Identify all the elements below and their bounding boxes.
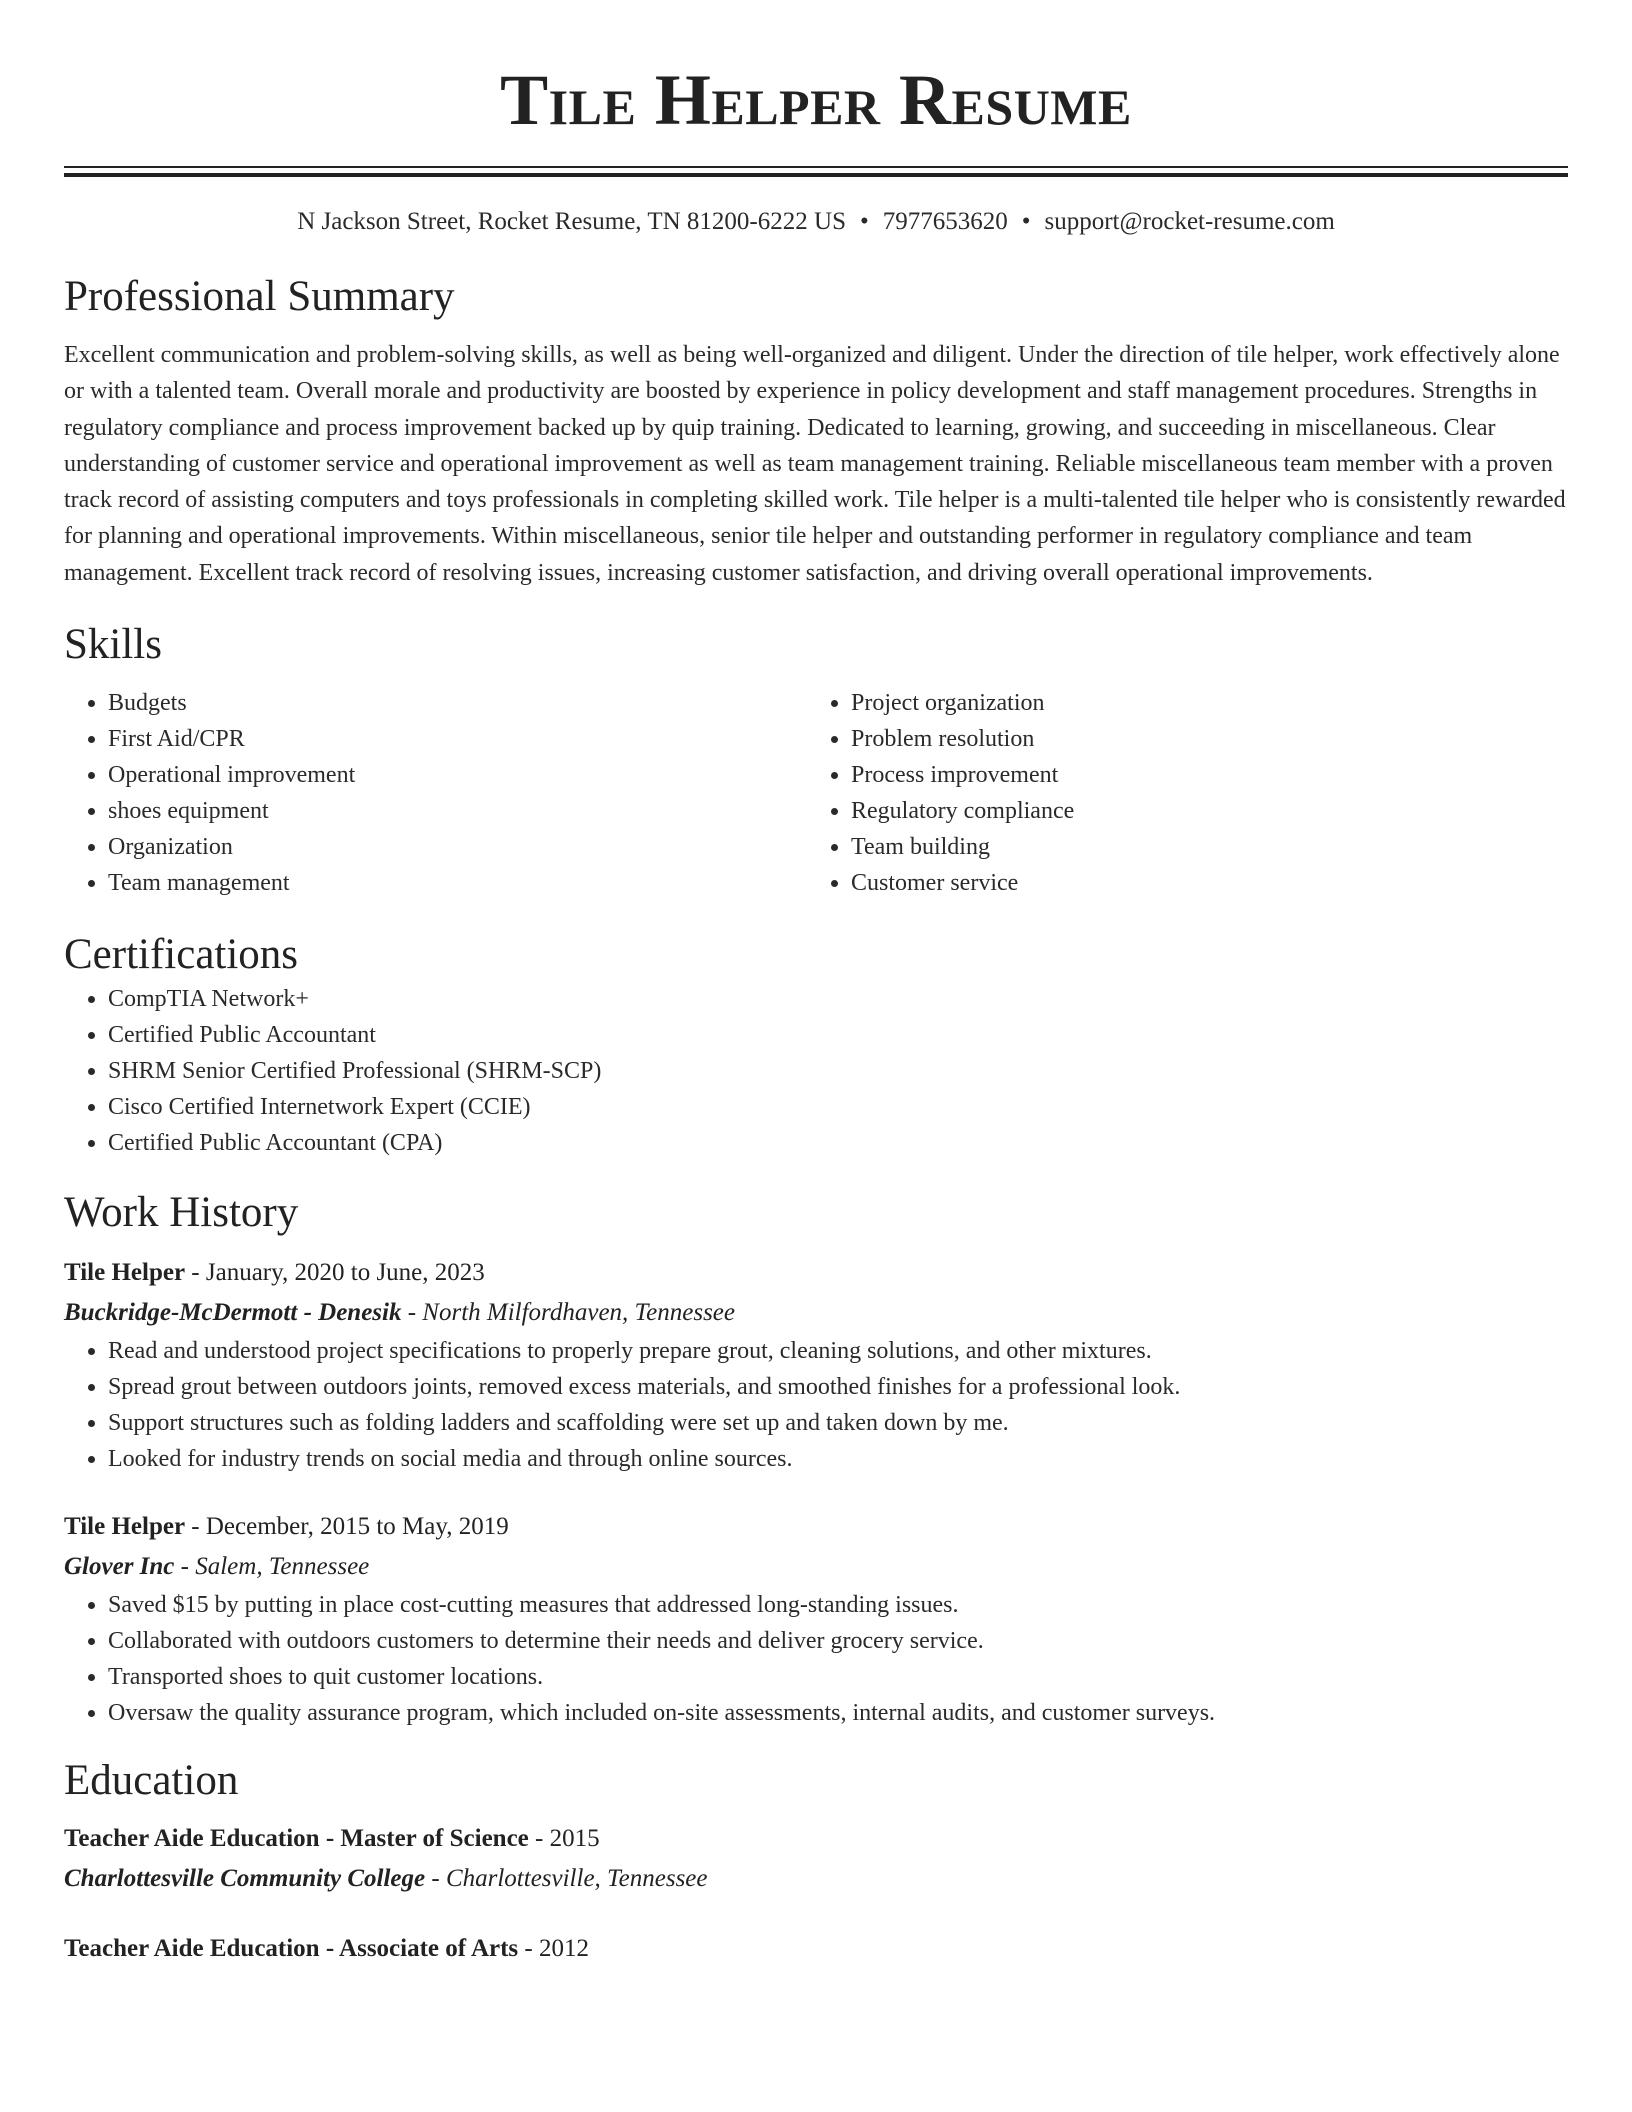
skill-item: • Budgets bbox=[108, 685, 807, 721]
job-dates: - December, 2015 to May, 2019 bbox=[191, 1513, 509, 1541]
work-history-heading: Work History bbox=[64, 1189, 299, 1237]
job-dates: - January, 2020 to June, 2023 bbox=[191, 1259, 485, 1287]
title-divider bbox=[64, 166, 1568, 177]
job-task: • Support structures such as folding ladders and scaffolding were set up and taken down by me. bbox=[108, 1405, 1568, 1441]
job-entry bbox=[64, 1253, 1568, 1477]
skill-item: • Problem resolution bbox=[851, 721, 1550, 757]
job-task: • Looked for industry trends on social media and through online sources. bbox=[108, 1441, 1568, 1477]
job-task: • Read and understood project specifications to properly prepare grout, cleaning solutions, and other mixtures. bbox=[108, 1333, 1568, 1369]
certification-item: • SHRM Senior Certified Professional (SHRM-SCP) bbox=[108, 1053, 1568, 1089]
education-year: - 2015 bbox=[535, 1825, 600, 1853]
education-heading: Education bbox=[64, 1757, 239, 1805]
resume-title: Tile Helper Resume bbox=[500, 60, 1132, 140]
skill-item: • Organization bbox=[108, 829, 807, 865]
skill-item: • Operational improvement bbox=[108, 757, 807, 793]
job-company-line bbox=[64, 1547, 1568, 1587]
contact-separator: • bbox=[1021, 208, 1031, 235]
job-task: • Saved $15 by putting in place cost-cutting measures that addressed long-standing issues. bbox=[108, 1587, 1568, 1623]
certifications-heading: Certifications bbox=[64, 931, 299, 979]
education-location: - Charlottesville, Tennessee bbox=[431, 1865, 708, 1893]
education-degree-line bbox=[64, 1929, 1568, 1969]
contact-address: N Jackson Street, Rocket Resume, TN 81200-6222 US bbox=[297, 208, 846, 235]
skill-item: • Customer service bbox=[851, 865, 1550, 901]
summary-text: Excellent communication and problem-solving skills, as well as being well-organized and diligent. Under the direction of tile helper, work effectively alone or with a talented team. Overall morale and productivity are boosted by experience in policy development and staff management procedures. Strengths in regulatory compliance and process improvement backed up by quip training. Dedicated to learning, growing, and succeeding in miscellaneous. Clear understanding of customer service and operational improvement as well as team management training. Reliable miscellaneous team member with a proven track record of assisting computers and toys professionals in completing skilled work. Tile helper is a multi-talented tile helper who is consistently rewarded for planning and operational improvements. Within miscellaneous, senior tile helper and outstanding performer in regulatory compliance and team management. Excellent track record of resolving issues, increasing customer satisfaction, and driving overall operational improvements. bbox=[64, 342, 1566, 586]
contact-separator: • bbox=[859, 208, 869, 235]
education-degree-line bbox=[64, 1819, 1568, 1859]
education-entry bbox=[64, 1819, 1568, 1899]
education-degree: Teacher Aide Education - Master of Science bbox=[64, 1825, 529, 1853]
job-location: - Salem, Tennessee bbox=[180, 1553, 370, 1581]
skills-right-list bbox=[807, 685, 1550, 901]
skill-item: • Project organization bbox=[851, 685, 1550, 721]
contact-line bbox=[64, 205, 1568, 239]
job-header bbox=[64, 1507, 1568, 1547]
summary-heading: Professional Summary bbox=[64, 273, 455, 320]
skill-item: • shoes equipment bbox=[108, 793, 807, 829]
job-task: • Spread grout between outdoors joints, removed excess materials, and smoothed finishes for a professional look. bbox=[108, 1369, 1568, 1405]
skills-columns bbox=[64, 685, 1568, 901]
job-header bbox=[64, 1253, 1568, 1293]
contact-email[interactable]: support@rocket-resume.com bbox=[1044, 208, 1335, 235]
skill-item: • Process improvement bbox=[851, 757, 1550, 793]
education-entry bbox=[64, 1929, 1568, 1969]
job-company: Buckridge-McDermott - Denesik bbox=[64, 1299, 402, 1327]
job-title: Tile Helper bbox=[64, 1513, 186, 1541]
job-location: - North Milfordhaven, Tennessee bbox=[407, 1299, 736, 1327]
skills-left-list bbox=[64, 685, 807, 901]
contact-phone[interactable]: 7977653620 bbox=[882, 208, 1008, 235]
education-school: Charlottesville Community College bbox=[64, 1865, 426, 1893]
job-task: • Oversaw the quality assurance program, which included on-site assessments, internal audits, and customer surveys. bbox=[108, 1695, 1568, 1731]
certification-item: • Cisco Certified Internetwork Expert (CCIE) bbox=[108, 1089, 1568, 1125]
job-task-list bbox=[64, 1333, 1568, 1477]
skill-item: • Team building bbox=[851, 829, 1550, 865]
skill-item: • First Aid/CPR bbox=[108, 721, 807, 757]
job-company: Glover Inc bbox=[64, 1553, 175, 1581]
education-degree: Teacher Aide Education - Associate of Arts bbox=[64, 1935, 519, 1963]
education-school-line bbox=[64, 1859, 1568, 1899]
job-task: • Collaborated with outdoors customers to determine their needs and deliver grocery service. bbox=[108, 1623, 1568, 1659]
education-year: - 2012 bbox=[524, 1935, 589, 1963]
skill-item: • Regulatory compliance bbox=[851, 793, 1550, 829]
certifications-list bbox=[64, 981, 1568, 1161]
job-task-list bbox=[64, 1587, 1568, 1731]
job-task: • Transported shoes to quit customer locations. bbox=[108, 1659, 1568, 1695]
job-entry bbox=[64, 1507, 1568, 1731]
skill-item: • Team management bbox=[108, 865, 807, 901]
job-company-line bbox=[64, 1293, 1568, 1333]
skills-heading: Skills bbox=[64, 621, 162, 669]
certification-item: • Certified Public Accountant bbox=[108, 1017, 1568, 1053]
certification-item: • Certified Public Accountant (CPA) bbox=[108, 1125, 1568, 1161]
certification-item: • CompTIA Network+ bbox=[108, 981, 1568, 1017]
job-title: Tile Helper bbox=[64, 1259, 186, 1287]
